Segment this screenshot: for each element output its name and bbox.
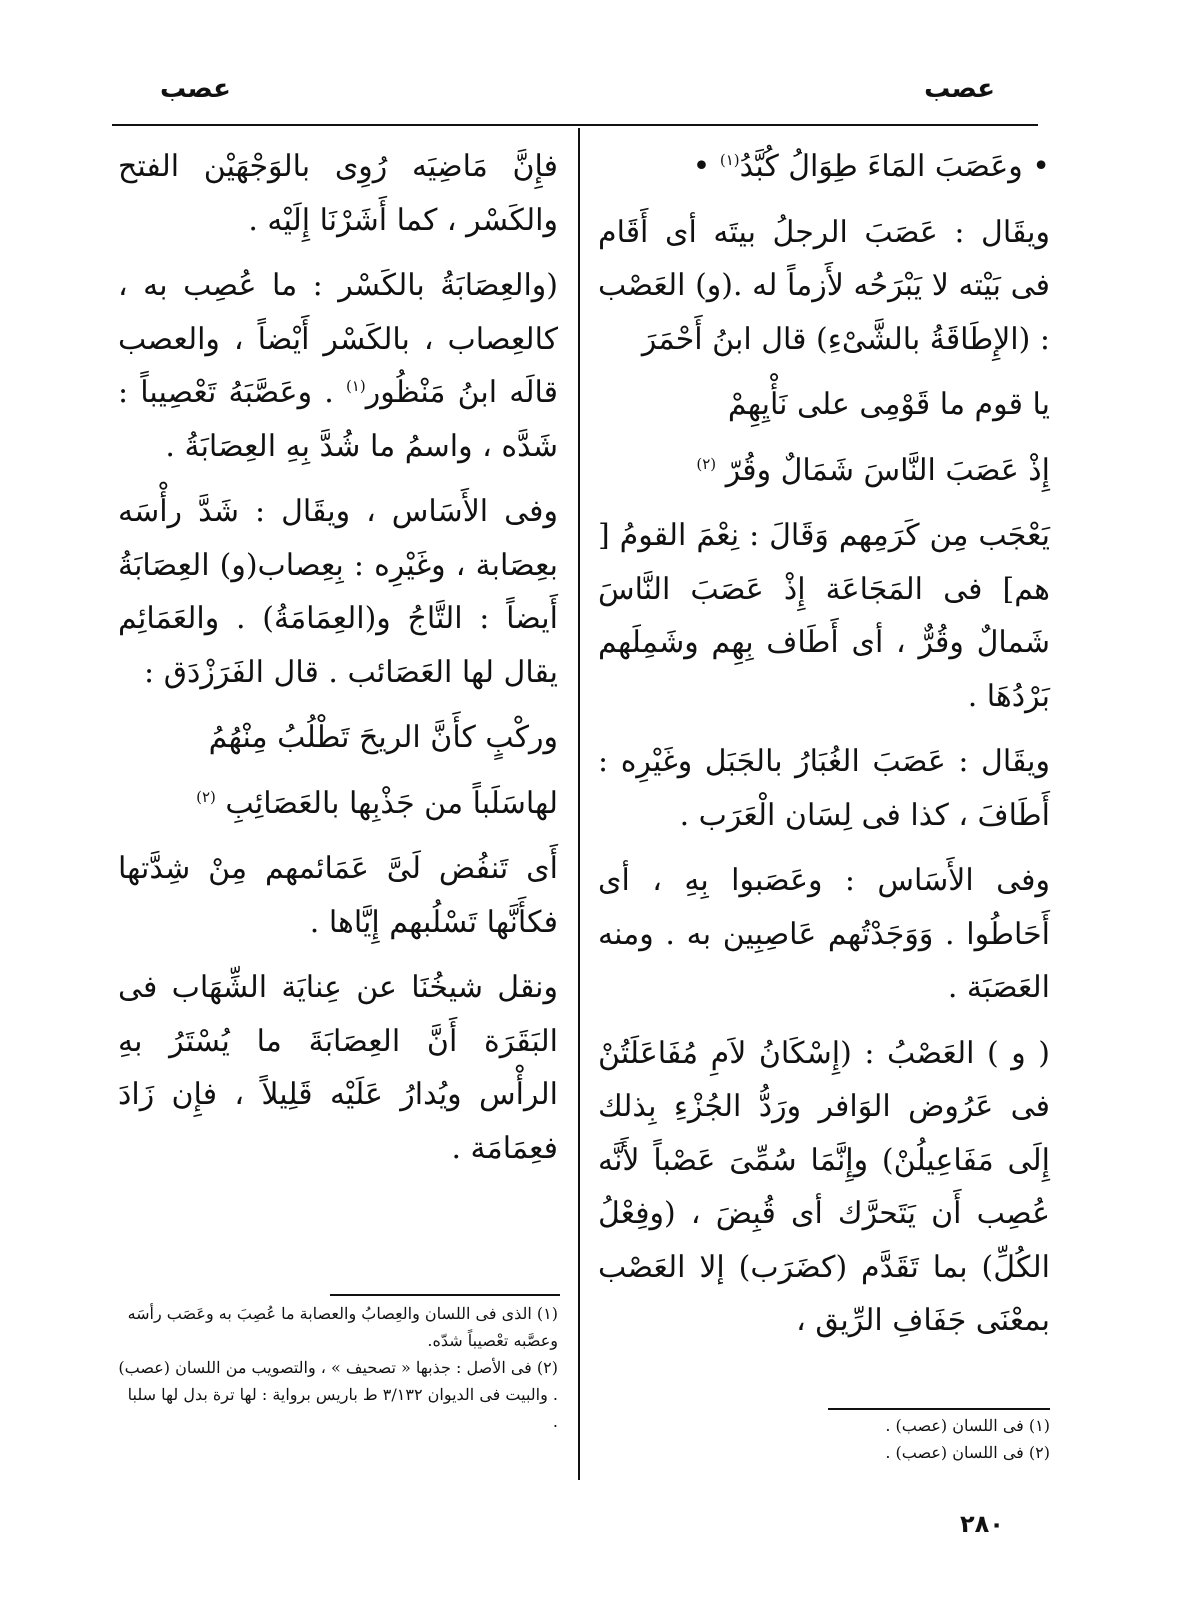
- paragraph: وفى الأَسَاس : وعَصَبوا بِهِ ، أى أَحَاطُوا . وَوَجَدْتُهم عَاصِبِين به . ومنه العَصَبَة .: [598, 863, 1050, 1005]
- footnotes-right: [828, 1412, 1050, 1466]
- paragraph-text: . وعَصَّبَهُ تَعْصِيباً : شَدَّه ، واسمُ ما شُدَّ بِهِ العِصَابَةُ .: [118, 375, 558, 464]
- left-column: [118, 140, 558, 1187]
- footnote-marker: (١): [719, 151, 740, 169]
- footnote: (١) الذى فى اللسان والعِصابُ والعصابة ما عُصِبَ به وعَصَب رأسَه وعصَّبه تعْصيباً شدّه.: [127, 1304, 558, 1350]
- paragraph: يَعْجَب مِن كَرَمِهم وَقَالَ : نِعْمَ القومُ [ هم] فى المَجَاعَة إِذْ عَصَبَ النَّاسَ شَمالٌ وقُرٌّ ، أى أَطَاف بِهِم وشَمِلَهم بَرْدُهَا .: [598, 518, 1050, 714]
- paragraph: [118, 259, 558, 473]
- running-header-left: عصب: [160, 74, 231, 104]
- running-header-right: عصب: [924, 74, 995, 104]
- verse-line: [598, 444, 1050, 498]
- paragraph-text: (والعِصَابَةُ بالكَسْر : ما عُصِب به ، كالعِصاب ، بالكَسْر أَيْضاً ، والعصب قالَه ابنُ مَنْظُور: [118, 268, 558, 410]
- footnote-marker: (٢): [696, 454, 717, 473]
- paragraph: ( و ) العَصْبُ : (إِسْكَانُ لاَمِ مُفَاعَلَتُنْ فى عَرُوض الوَافر ورَدُّ الجُزْءِ بِذلك إِلَى مَفَاعِيلُنْ) وإِنَّمَا سُمِّىَ عَصْباً لأَنَّه عُصِب أَن يَتَحرَّك أى قُبِضَ ، (وفِعْلُ الكُلِّ) بما تَقَدَّم (كضَرَب) إلا العَصْب بمعْنَى جَفَافِ الرِّيق ،: [598, 1035, 1050, 1338]
- column-divider: [578, 128, 580, 1480]
- verse-line: وركْبٍ كأَنَّ الريحَ تَطْلُبُ مِنْهُمُ: [208, 720, 558, 755]
- paragraph: أَى تَنفُض لَىَّ عَمَائمهم مِنْ شِدَّتها فكأَنَّها تَسْلُبهم إِيَّاها .: [118, 851, 558, 940]
- paragraph: ونقل شيخُنَا عن عِنايَة الشِّهَاب فى البَقَرَة أَنَّ العِصَابَةَ ما يُسْتَرُ بهِ الرأْس ويُدارُ عَلَيْه قَلِيلاً ، فإِن زَادَ فعِمَامَة .: [118, 970, 558, 1166]
- header-rule: [112, 124, 1038, 126]
- footnote-marker: (٢): [196, 787, 216, 806]
- verse-text: إِذْ عَصَبَ النَّاسَ شَمَالٌ وقُرّ: [725, 452, 1050, 488]
- right-column: [598, 140, 1050, 1360]
- footnote: (٢) فى اللسان (عصب) .: [885, 1443, 1050, 1462]
- paragraph: [598, 140, 1050, 194]
- paragraph: ويقَال : عَصَبَ الغُبَارُ بالجَبَل وغَيْرِه : أَطَافَ ، كذا فى لِسَان الْعَرَب .: [598, 744, 1050, 833]
- verse-line: [118, 777, 558, 831]
- footnotes-left: [118, 1300, 558, 1435]
- verse-line: يا قوم ما قَوْمِى على نَأْيِهِمْ: [727, 387, 1050, 422]
- paragraph-text: •: [692, 149, 720, 184]
- footnote: (٢) فى الأصل : جذبها « تصحيف » ، والتصويب من اللسان (عصب) . والبيت فى الديوان ٣/١٣٢ ط باريس برواية : لها ترة بدل لها سلبا .: [118, 1358, 558, 1431]
- footnote: (١) فى اللسان (عصب) .: [885, 1416, 1050, 1435]
- paragraph-text: • وعَصَبَ المَاءَ طِوَالُ كُبَّدُ: [739, 149, 1050, 184]
- footnote-rule-right: [828, 1408, 1050, 1410]
- page-number: ٢٨٠: [960, 1510, 1004, 1538]
- verse-text: لهاسَلَباً من جَذْبِها بالعَصَائِبِ: [225, 785, 558, 821]
- paragraph: فإِنَّ مَاضِيَه رُوِى بالوَجْهَيْن الفتح والكَسْر ، كما أَشَرْنَا إِلَيْه .: [118, 149, 558, 238]
- footnote-rule-left: [330, 1294, 560, 1296]
- paragraph: وفى الأَسَاس ، ويقَال : شَدَّ رأْسَه بعِصَابة ، وغَيْرِه : بِعِصاب(و) العِصَابَةُ أَيضاً : التَّاجُ و(العِمَامَةُ) . والعَمَائِم يقال لها العَصَائب . قال الفَرَزْدَق :: [118, 494, 558, 690]
- footnote-marker: (١): [345, 377, 366, 395]
- paragraph: ويقَال : عَصَبَ الرجلُ بيتَه أى أَقَام فى بَيْته لا يَبْرَحُه لأَزماً له .(و) العَصْب : (الإِطَاقَةُ بالشَّىْءِ) قال ابنُ أَحْمَرَ: [598, 214, 1050, 357]
